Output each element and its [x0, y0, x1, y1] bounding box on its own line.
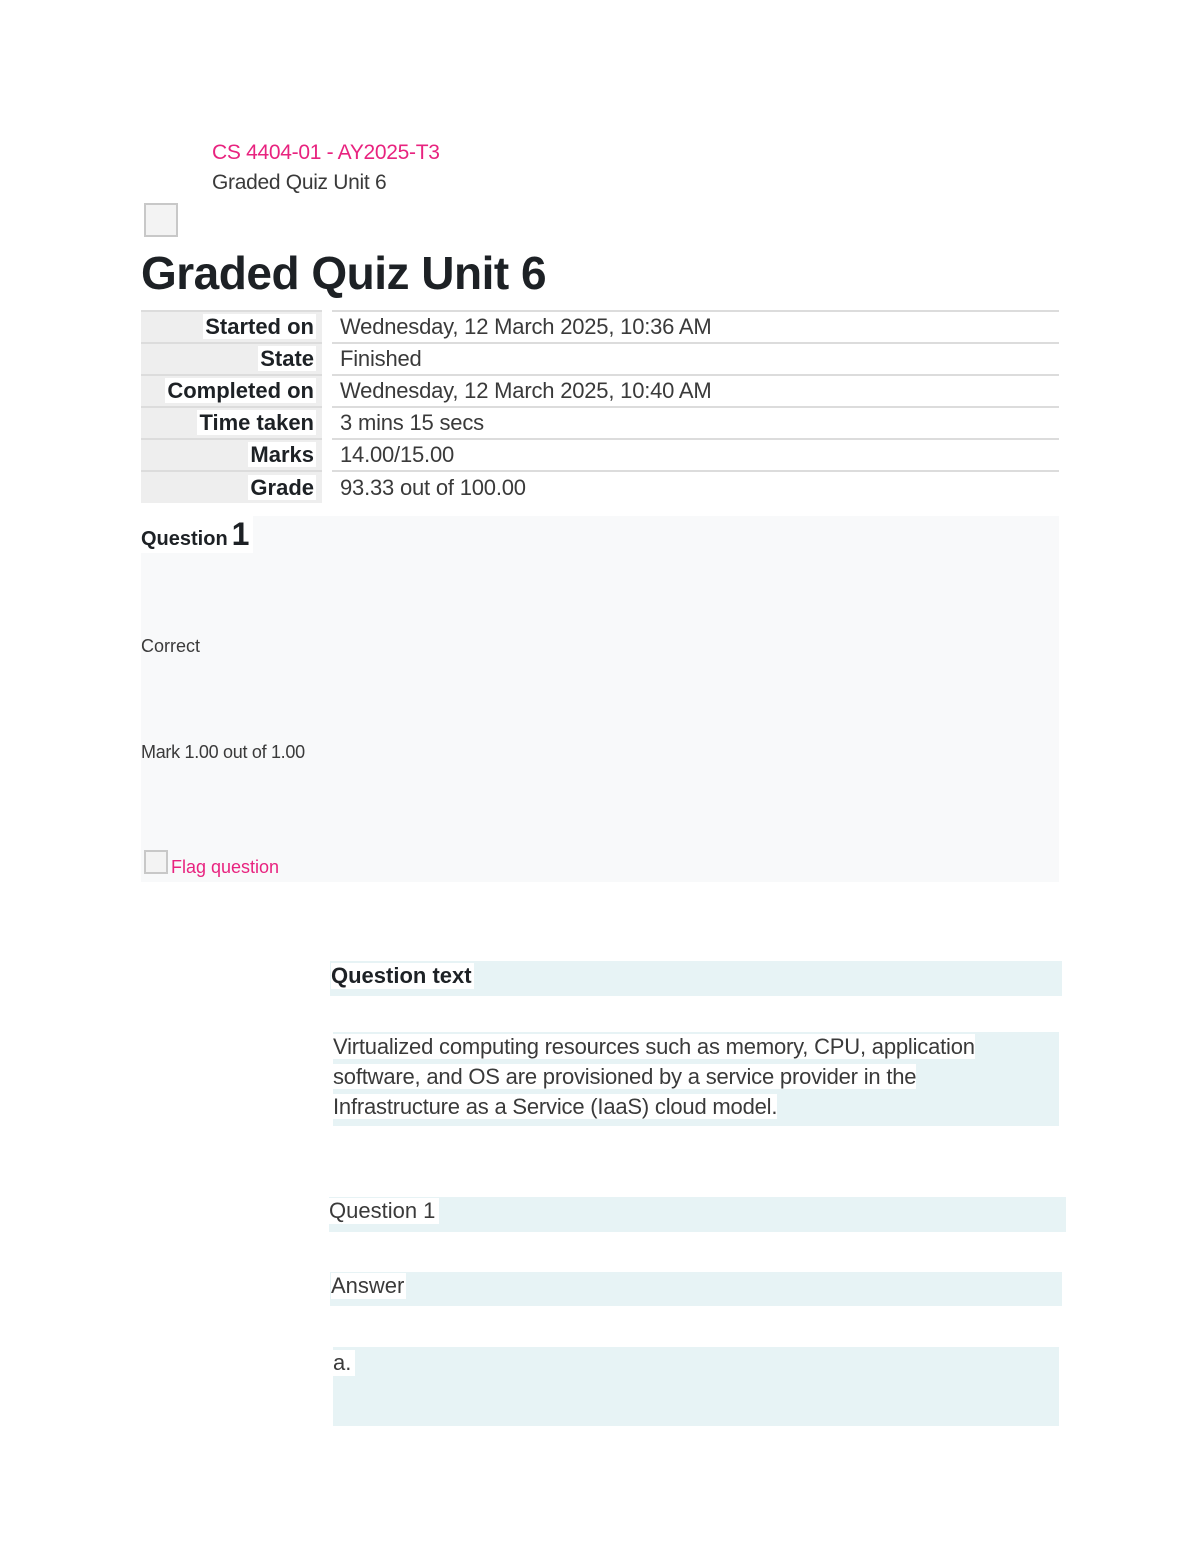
- question-word: Question: [141, 528, 228, 550]
- question-title-band: [329, 1197, 1066, 1232]
- summary-value: Wednesday, 12 March 2025, 10:36 AM: [327, 311, 1059, 343]
- question-grade: Mark 1.00 out of 1.00: [141, 742, 305, 762]
- question-text-heading: Question text: [331, 963, 472, 988]
- question-text: [333, 1032, 1013, 1122]
- answer-option-a[interactable]: [333, 1347, 1059, 1426]
- answer-label-band: [330, 1272, 1062, 1306]
- summary-label: Marks: [250, 442, 314, 467]
- question-text-content: Virtualized computing resources such as memory, CPU, application software, and OS are provisioned by a service provider in the Infrastructure as a Service (IaaS) cloud model.: [333, 1034, 975, 1119]
- summary-value: 14.00/15.00: [327, 439, 1059, 471]
- flag-question-link[interactable]: Flag question: [171, 857, 280, 877]
- summary-row-state: [141, 343, 1059, 375]
- question-state: Correct: [141, 636, 201, 656]
- summary-label: State: [260, 346, 314, 371]
- answer-label: Answer: [331, 1273, 405, 1298]
- summary-label: Time taken: [199, 410, 314, 435]
- question-info-panel: [141, 516, 1059, 882]
- image-placeholder-icon: [144, 203, 178, 237]
- question-number: 1: [231, 516, 250, 552]
- question-title: Question 1: [329, 1198, 439, 1224]
- summary-row-completed: [141, 375, 1059, 407]
- summary-row-started: [141, 311, 1059, 343]
- summary-value: 3 mins 15 secs: [327, 407, 1059, 439]
- breadcrumb-quiz-title: Graded Quiz Unit 6: [212, 171, 387, 194]
- summary-value: 93.33 out of 100.00: [327, 471, 1059, 503]
- course-breadcrumb-link[interactable]: CS 4404-01 - AY2025-T3: [212, 141, 440, 164]
- flag-checkbox[interactable]: [144, 850, 168, 874]
- summary-row-time-taken: [141, 407, 1059, 439]
- summary-value: Wednesday, 12 March 2025, 10:40 AM: [327, 375, 1059, 407]
- summary-value: Finished: [327, 343, 1059, 375]
- quiz-summary-table: [141, 310, 1059, 503]
- summary-label: Completed on: [167, 378, 314, 403]
- question-number-label: [141, 516, 253, 553]
- summary-label: Grade: [250, 474, 314, 500]
- page-title: Graded Quiz Unit 6: [141, 247, 547, 299]
- answer-option-letter: a.: [333, 1350, 355, 1376]
- summary-row-marks: [141, 439, 1059, 471]
- summary-row-grade: [141, 471, 1059, 503]
- summary-label: Started on: [205, 314, 314, 339]
